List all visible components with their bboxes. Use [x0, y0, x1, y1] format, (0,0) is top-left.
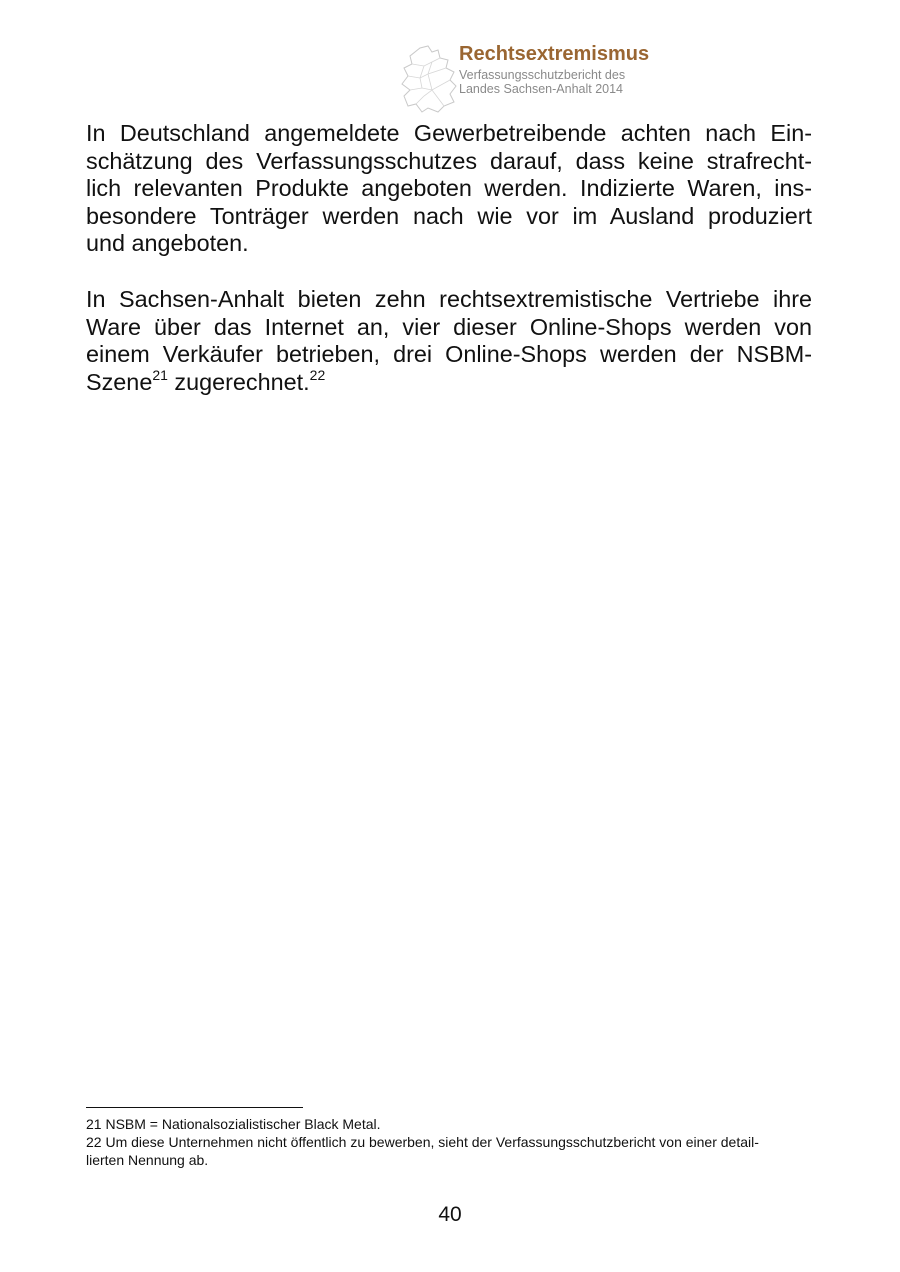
footnote-separator [86, 1107, 303, 1108]
paragraph-2-word-zugerechnet: zugerechnet. [174, 368, 310, 395]
paragraph-2 [86, 286, 812, 396]
paragraph-2-last-line [86, 366, 812, 397]
header-subtitle-line1: Verfassungsschutzbericht des [459, 68, 626, 82]
header-title: Rechtsextremismus [459, 43, 650, 65]
paragraph-2-line: In Sachsen-Anhalt bieten zehn rechtsextremistische Vertriebe ihre [86, 286, 812, 312]
paragraph-1-line: besondere Tonträger werden nach wie vor im Ausland produziert [86, 202, 812, 229]
sachsen-anhalt-map-icon [398, 44, 462, 114]
footnotes [86, 1115, 812, 1169]
paragraph-1-line: In Deutschland angemeldete Gewerbetreibende achten nach Ein- [86, 120, 812, 146]
page-header [398, 40, 698, 116]
paragraph-2-word-szene: Szene [86, 368, 153, 395]
paragraph-1 [86, 120, 812, 258]
footnote-22-line2: lierten Nennung ab. [86, 1152, 209, 1168]
page-number: 40 [438, 1203, 462, 1226]
paragraph-1-line: lich relevanten Produkte angeboten werden. Indizierte Waren, ins- [86, 175, 812, 201]
footnote-22-line1: 22 Um diese Unternehmen nicht öffentlich zu bewerben, sieht der Verfassungsschutzbericht von einer detail- [86, 1134, 759, 1150]
paragraph-1-line: und angeboten. [86, 230, 249, 256]
paragraph-2-line: Ware über das Internet an, vier dieser Online-Shops werden von [86, 313, 812, 340]
footnote-ref-21[interactable]: 21 [152, 366, 168, 383]
header-subtitle-line2: Landes Sachsen-Anhalt 2014 [459, 82, 624, 96]
footnote-21: 21 NSBM = Nationalsozialistischer Black Metal. [86, 1116, 381, 1132]
paragraph-1-line: schätzung des Verfassungsschutzes darauf, dass keine strafrecht- [86, 147, 812, 174]
footnote-ref-22[interactable]: 22 [309, 366, 326, 383]
paragraph-2-line: einem Verkäufer betrieben, drei Online-Shops werden der NSBM- [86, 341, 812, 367]
